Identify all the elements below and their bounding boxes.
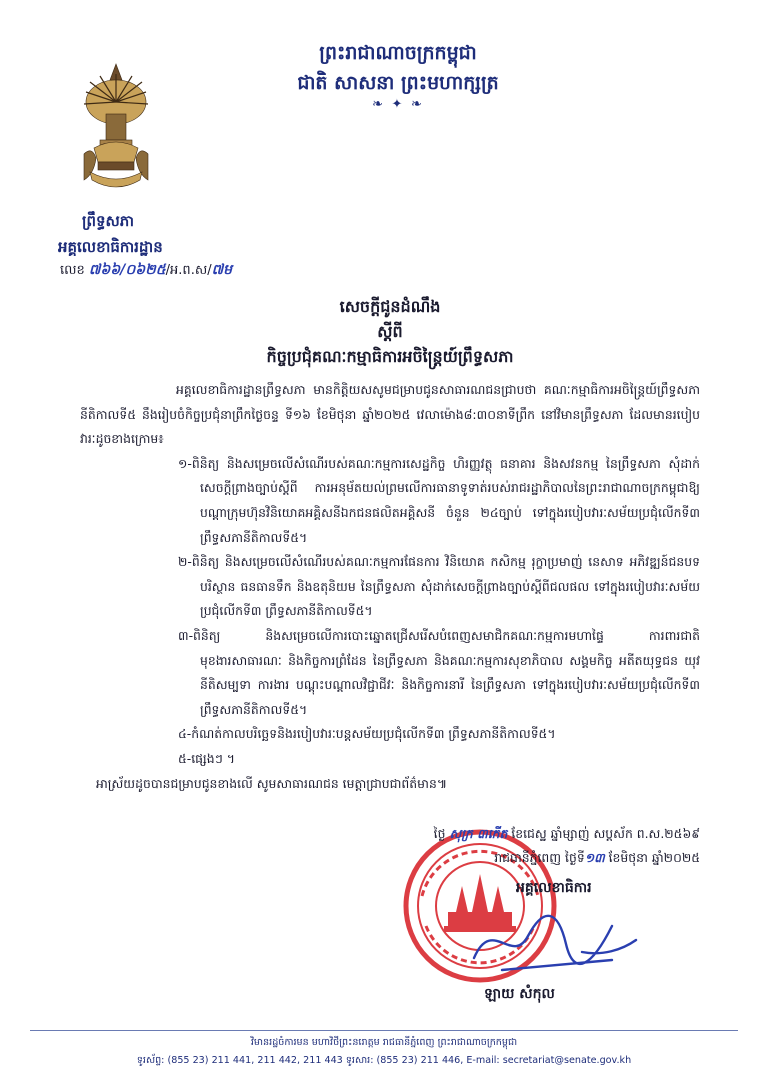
document-title xyxy=(180,294,600,369)
agenda-item: ៥-ផ្សេងៗ ។ xyxy=(178,750,235,766)
signatory-title: អគ្គលេខាធិការ xyxy=(516,880,592,896)
lunar-prefix: ថ្ងៃ xyxy=(433,826,446,841)
handwritten-signature-icon xyxy=(462,896,642,982)
signatory-name: ឡាយ សំកុល xyxy=(484,986,555,1002)
reference-number xyxy=(60,260,232,281)
ref-hand-suffix: ៧ម xyxy=(211,262,232,278)
closing-paragraph: អាស្រ័យដូចបានជម្រាបជូនខាងលើ សូមសាធារណជន មេត្តាជ្រាបជាព័ត៌មាន៕ xyxy=(96,775,448,791)
title-line-2: ស្តីពី xyxy=(377,322,403,341)
lunar-date-handwritten: សុក្រ ៣កើត xyxy=(449,826,508,841)
date-block xyxy=(340,822,700,870)
footer-address: វិមានរដ្ឋចំការមន មហាវិថីព្រះនរោត្តម រាជធានីភ្នំពេញ ព្រះរាជាណាចក្រកម្ពុជា xyxy=(250,1037,518,1048)
institution-block xyxy=(58,208,163,260)
gregorian-date xyxy=(340,846,700,870)
institution-name: ព្រឹទ្ធសភា xyxy=(82,212,135,230)
date-rest: ខែមិថុនា ឆ្នាំ២០២៥ xyxy=(608,850,700,865)
intro-paragraph: អគ្គលេខាធិការដ្ឋានព្រឹទ្ធសភា មានកិត្តិយសសូមជម្រាបជូនសាធារណជនជ្រាបថា គណៈកម្មាធិការអចិន្ត្រៃយ៍ព្រឹទ្ធសភានីតិកាលទី៥ នឹងរៀបចំកិច្ចប្រជុំនាព្រឹកថ្ងៃចន្ទ ទី១៦ ខែមិថុនា ឆ្នាំ២០២៥ វេលាម៉ោង៨:៣០នាទីព្រឹក នៅវិមានព្រឹទ្ធសភា ដែលមានរបៀបវារៈដូចខាងក្រោម៖ xyxy=(80,382,700,447)
title-line-3: កិច្ចប្រជុំគណៈកម្មាធិការអចិន្ត្រៃយ៍ព្រឹទ្ធសភា xyxy=(266,347,514,366)
lunar-date xyxy=(340,822,700,846)
footer xyxy=(30,1034,738,1070)
ref-suffix: /អ.ព.ស/ xyxy=(165,263,212,278)
title-line-1: សេចក្តីជូនដំណឹង xyxy=(339,297,441,316)
kingdom-heading xyxy=(268,38,528,112)
national-motto: ជាតិ សាសនា ព្រះមហាក្សត្រ xyxy=(297,72,499,94)
agenda-item: ៣-ពិនិត្យ និងសម្រេចលើការបោះឆ្នោតជ្រើសរើសបំពេញសមាជិកគណៈកម្មការមហាផ្ទៃ ការពារជាតិ មុខងារសាធារណៈ និងកិច្ចការព្រំដែន នៃព្រឹទ្ធសភា និងគណៈកម្មការសុខាភិបាល សង្គមកិច្ច អតីតយុទ្ធជន យុវនីតិសម្បទា ការងារ បណ្តុះបណ្តាលវិជ្ជាជីវៈ និងកិច្ចការនារី នៃព្រឹទ្ធសភា ទៅក្នុងរបៀបវារៈសម័យប្រជុំលើកទី៣ ព្រឹទ្ធសភានីតិកាលទី៥។ xyxy=(178,627,700,717)
date-handwritten: ១៣ xyxy=(584,850,605,865)
ornament-divider: ❧ ✦ ❧ xyxy=(372,97,424,112)
senate-emblem-icon xyxy=(76,62,156,198)
kingdom-name: ព្រះរាជាណាចក្រកម្ពុជា xyxy=(319,42,477,64)
document-body xyxy=(80,378,700,796)
date-prefix: រាជធានីភ្នំពេញ ថ្ងៃទី xyxy=(494,850,585,865)
agenda-item: ២-ពិនិត្យ និងសម្រេចលើសំណើរបស់គណៈកម្មការផែនការ វិនិយោគ កសិកម្ម រុក្ខាប្រមាញ់ នេសាទ អភិវឌ្ឍន៍ជនបទ បរិស្ថាន ធនធានទឹក និងឧតុនិយម នៃព្រឹទ្ធសភា សុំដាក់សេចក្តីព្រាងច្បាប់ស្តីពីជលផល ទៅក្នុងរបៀបវារៈសម័យប្រជុំលើកទី៣ ព្រឹទ្ធសភានីតិកាលទី៥។ xyxy=(178,554,700,619)
lunar-rest: ខែជេស្ឋ ឆ្នាំម្សាញ់ សប្តស័ក ព.ស.២៥៦៩ xyxy=(511,826,700,841)
agenda-item: ១-ពិនិត្យ និងសម្រេចលើសំណើរបស់គណៈកម្មការសេដ្ឋកិច្ច ហិរញ្ញវត្ថុ ធនាគារ និងសវនកម្ម នៃព្រឹទ្ធសភា សុំដាក់សេចក្តីព្រាងច្បាប់ស្តីពី ការអនុម័តយល់ព្រមលើការធានាទូទាត់របស់រាជរដ្ឋាភិបាលនៃព្រះរាជាណាចក្រកម្ពុជាឱ្យបណ្តាក្រុមហ៊ុនវិនិយោគអគ្គិសនីឯកជនផលិតអគ្គិសនី ចំនួន ២៤ច្បាប់ ទៅក្នុងរបៀបវារៈសម័យប្រជុំលើកទី៣ ព្រឹទ្ធសភានីតិកាលទី៥។ xyxy=(178,455,700,545)
department-name: អគ្គលេខាធិការដ្ឋាន xyxy=(58,238,163,256)
footer-divider xyxy=(30,1030,738,1031)
ref-prefix: លេខ xyxy=(60,263,85,278)
agenda-item: ៤-កំណត់កាលបរិច្ឆេទនិងរបៀបវារៈបន្តសម័យប្រជុំលើកទី៣ ព្រឹទ្ធសភានីតិកាលទី៥។ xyxy=(178,726,556,742)
ref-number-handwritten: ៧៦៦/០៦២៥ xyxy=(88,262,166,278)
footer-contact: ទូរស័ព្ទ: (855 23) 211 441, 211 442, 211 443 ទូរសារ: (855 23) 211 446, E-mail: secretariat@senate.gov.kh xyxy=(136,1055,632,1066)
